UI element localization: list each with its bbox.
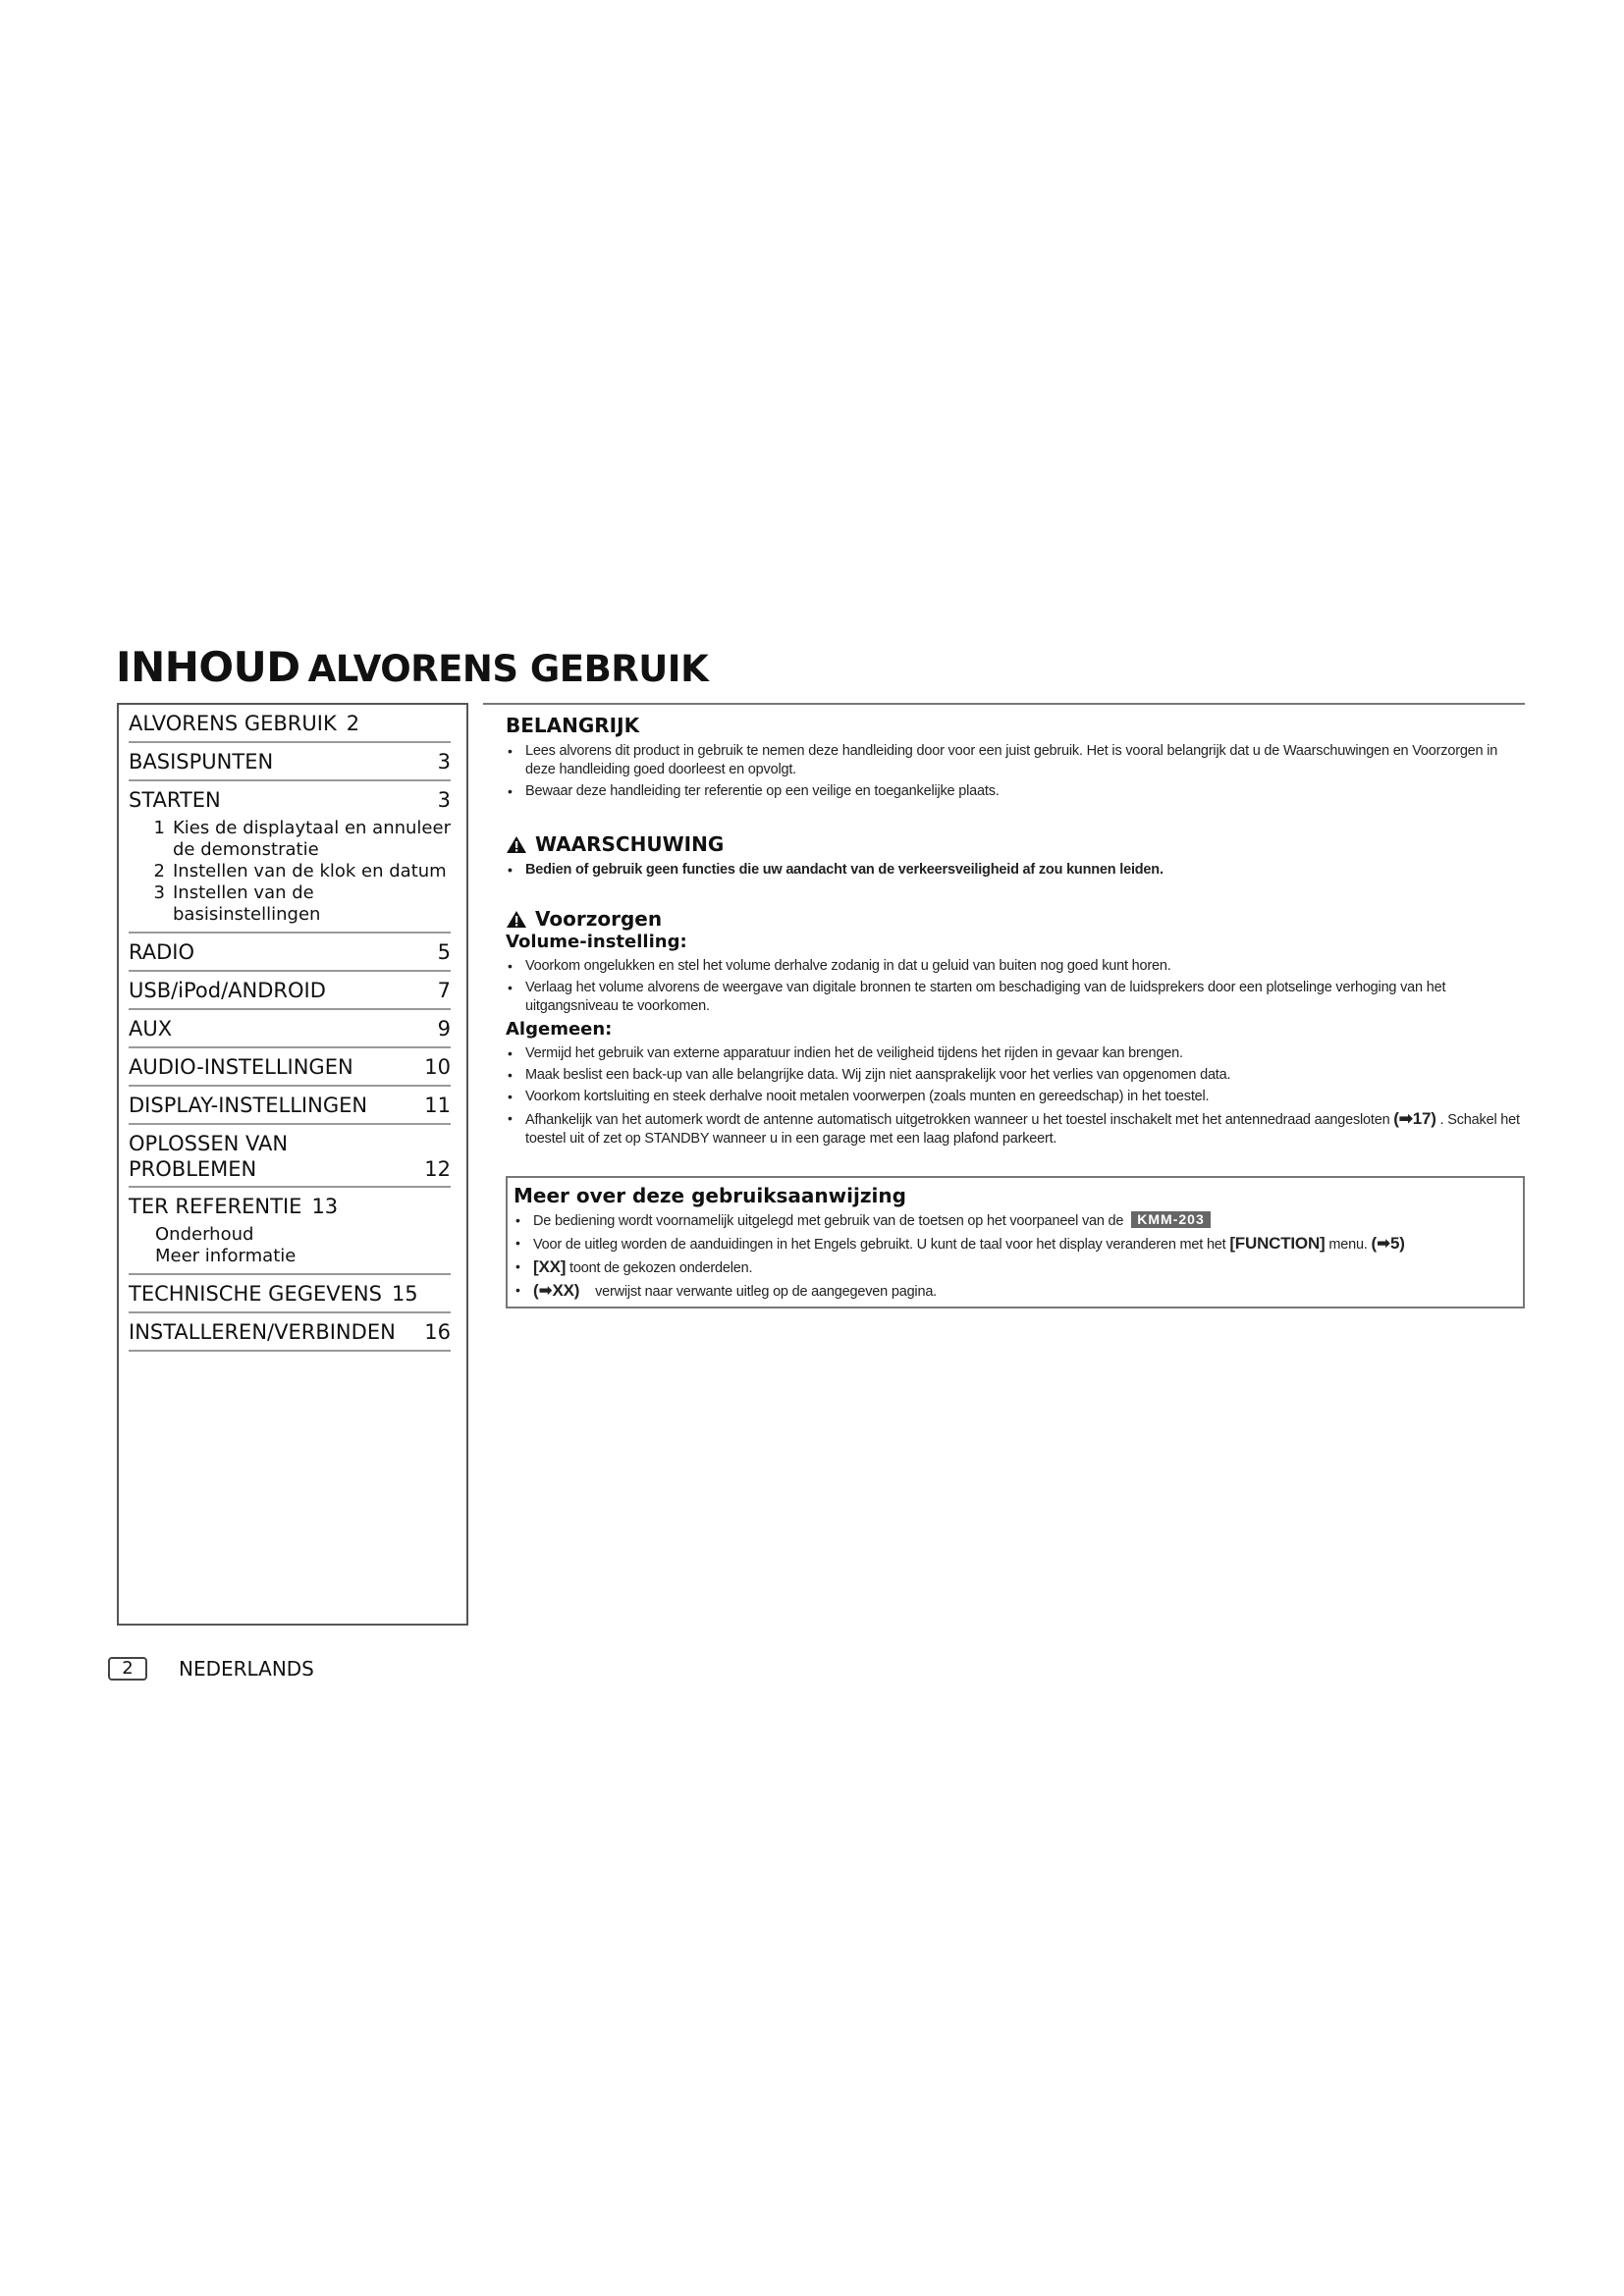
page-footer bbox=[108, 1657, 314, 1681]
waarschuwing-title: WAARSCHUWING bbox=[506, 831, 1527, 857]
list-item: • De bediening wordt voornamelijk uitgelegd met gebruik van de toetsen op het voorpaneel van de KMM-203 bbox=[514, 1211, 1517, 1231]
toc-subitem[interactable]: 1 Kies de displaytaal en annuleer de demonstratie bbox=[153, 818, 451, 860]
main-content bbox=[506, 713, 1527, 1151]
title-alvorens-gebruik: ALVORENS GEBRUIK bbox=[307, 648, 709, 690]
toc-page: 3 bbox=[437, 788, 451, 812]
toc-item-radio[interactable] bbox=[129, 934, 451, 972]
toc-page: 2 bbox=[346, 712, 360, 735]
toc-item-ter-referentie[interactable] bbox=[129, 1188, 451, 1275]
volume-list bbox=[506, 957, 1527, 1016]
meer-over-list bbox=[514, 1211, 1517, 1302]
page-header bbox=[116, 643, 1525, 691]
toc-label: STARTEN bbox=[129, 788, 221, 812]
list-item: • (➡XX) verwijst naar verwante uitleg op de aangegeven pagina. bbox=[514, 1281, 1517, 1302]
volume-heading: Volume-instelling: bbox=[506, 932, 687, 952]
list-item: • Bedien of gebruik geen functies die uw aandacht van de verkeersveiligheid af zou kunnen leiden. bbox=[506, 861, 1527, 880]
toc-item-aux[interactable] bbox=[129, 1010, 451, 1048]
list-item: • Lees alvorens dit product in gebruik te nemen deze handleiding door voor een juist gebruik. Het is vooral belangrijk dat u de Waarschuwingen en Voorzorgen in deze handleiding goed doorleest en opvolgt. bbox=[506, 742, 1527, 779]
belangrijk-title: BELANGRIJK bbox=[506, 714, 640, 737]
toc-label: RADIO bbox=[129, 940, 194, 964]
toc-page: 10 bbox=[424, 1055, 451, 1079]
page-reference[interactable]: (➡17) bbox=[1393, 1109, 1436, 1128]
toc-subitem[interactable]: Onderhoud bbox=[155, 1224, 254, 1245]
toc-page: 12 bbox=[424, 1157, 451, 1181]
toc-label: TECHNISCHE GEGEVENS bbox=[129, 1282, 382, 1306]
toc-label: AUDIO-INSTELLINGEN bbox=[129, 1055, 353, 1079]
toc-item-audio-instellingen[interactable] bbox=[129, 1048, 451, 1087]
toc-label-line2: PROBLEMEN bbox=[129, 1157, 257, 1181]
belangrijk-list bbox=[506, 742, 1527, 801]
list-item: • Voor de uitleg worden de aanduidingen in het Engels gebruikt. U kunt de taal voor het display veranderen met het [FUNCTION] menu. (➡5) bbox=[514, 1234, 1517, 1255]
page-title bbox=[116, 643, 1525, 691]
toc-label: USB/iPod/ANDROID bbox=[129, 979, 326, 1002]
toc-page: 16 bbox=[424, 1320, 451, 1344]
page-number: 2 bbox=[108, 1657, 147, 1681]
list-item: • Afhankelijk van het automerk wordt de antenne automatisch uitgetrokken wanneer u het toestel inschakelt met het antennedraad aangesloten (➡17) . Schakel het toestel uit of zet op STANDBY wanneer u in een garage met een laag plafond parkeert. bbox=[506, 1109, 1527, 1148]
meer-over-box bbox=[506, 1176, 1525, 1308]
toc-page: 3 bbox=[437, 750, 451, 774]
toc-item-starten[interactable] bbox=[129, 781, 451, 934]
toc-page: 5 bbox=[437, 940, 451, 964]
list-item: • Voorkom kortsluiting en steek derhalve nooit metalen voorwerpen (zoals munten en gereedschap) in het toestel. bbox=[506, 1088, 1527, 1106]
page-reference[interactable]: (➡5) bbox=[1371, 1234, 1405, 1253]
general-heading: Algemeen: bbox=[506, 1019, 613, 1040]
toc-label: DISPLAY-INSTELLINGEN bbox=[129, 1094, 368, 1117]
toc-page: 15 bbox=[391, 1282, 418, 1306]
model-badge: KMM-203 bbox=[1131, 1211, 1210, 1228]
list-item: • Bewaar deze handleiding ter referentie op een veilige en toegankelijke plaats. bbox=[506, 782, 1527, 801]
toc-item-usb-ipod-android[interactable] bbox=[129, 972, 451, 1010]
warning-triangle-icon bbox=[506, 910, 527, 929]
item-key: [XX] bbox=[533, 1257, 567, 1276]
warning-triangle-icon bbox=[506, 835, 527, 854]
toc-label-line1: OPLOSSEN VAN bbox=[129, 1132, 289, 1155]
toc-label: TER REFERENTIE bbox=[129, 1195, 302, 1218]
language-label: NEDERLANDS bbox=[179, 1657, 314, 1681]
toc-label: BASISPUNTEN bbox=[129, 750, 274, 774]
toc-item-basispunten[interactable] bbox=[129, 743, 451, 781]
toc-page: 13 bbox=[311, 1195, 339, 1218]
toc-label: AUX bbox=[129, 1017, 173, 1041]
title-inhoud: INHOUD bbox=[116, 643, 300, 691]
general-list bbox=[506, 1044, 1527, 1148]
toc-subitem[interactable]: Meer informatie bbox=[155, 1246, 297, 1266]
table-of-contents bbox=[117, 703, 468, 1626]
function-key: [FUNCTION] bbox=[1229, 1234, 1326, 1253]
toc-subitem[interactable]: 3 Instellen van de basisinstellingen bbox=[153, 882, 321, 925]
waarschuwing-list bbox=[506, 861, 1527, 880]
toc-page: 11 bbox=[424, 1094, 451, 1117]
toc-page: 9 bbox=[437, 1017, 451, 1041]
list-item: • Vermijd het gebruik van externe apparatuur indien het de veiligheid tijdens het rijden in gevaar kan brengen. bbox=[506, 1044, 1527, 1063]
list-item: • Voorkom ongelukken en stel het volume derhalve zodanig in dat u geluid van buiten nog goed kunt horen. bbox=[506, 957, 1527, 976]
page-reference: (➡XX) bbox=[533, 1281, 580, 1300]
toc-item-alvorens-gebruik[interactable] bbox=[129, 705, 451, 743]
toc-label: ALVORENS GEBRUIK bbox=[129, 712, 337, 735]
meer-over-title: Meer over deze gebruiksaanwijzing bbox=[514, 1184, 906, 1207]
toc-subitem[interactable]: 2 Instellen van de klok en datum bbox=[153, 861, 447, 881]
toc-item-installeren-verbinden[interactable] bbox=[129, 1313, 451, 1352]
voorzorgen-title: Voorzorgen bbox=[506, 906, 1527, 932]
toc-item-display-instellingen[interactable] bbox=[129, 1087, 451, 1125]
list-item: • Maak beslist een back-up van alle belangrijke data. Wij zijn niet aansprakelijk voor het verlies van opgenomen data. bbox=[506, 1066, 1527, 1085]
list-item: • Verlaag het volume alvorens de weergave van digitale bronnen te starten om beschadiging van de luidsprekers door een plotselinge verhoging van het uitgangsniveau te voorkomen. bbox=[506, 979, 1527, 1016]
list-item: • [XX] toont de gekozen onderdelen. bbox=[514, 1257, 1517, 1278]
header-rule bbox=[483, 703, 1525, 705]
toc-item-technische-gegevens[interactable] bbox=[129, 1275, 451, 1313]
toc-page: 7 bbox=[437, 979, 451, 1002]
toc-item-oplossen-van-problemen[interactable] bbox=[129, 1125, 451, 1188]
toc-label: INSTALLEREN/VERBINDEN bbox=[129, 1320, 396, 1344]
